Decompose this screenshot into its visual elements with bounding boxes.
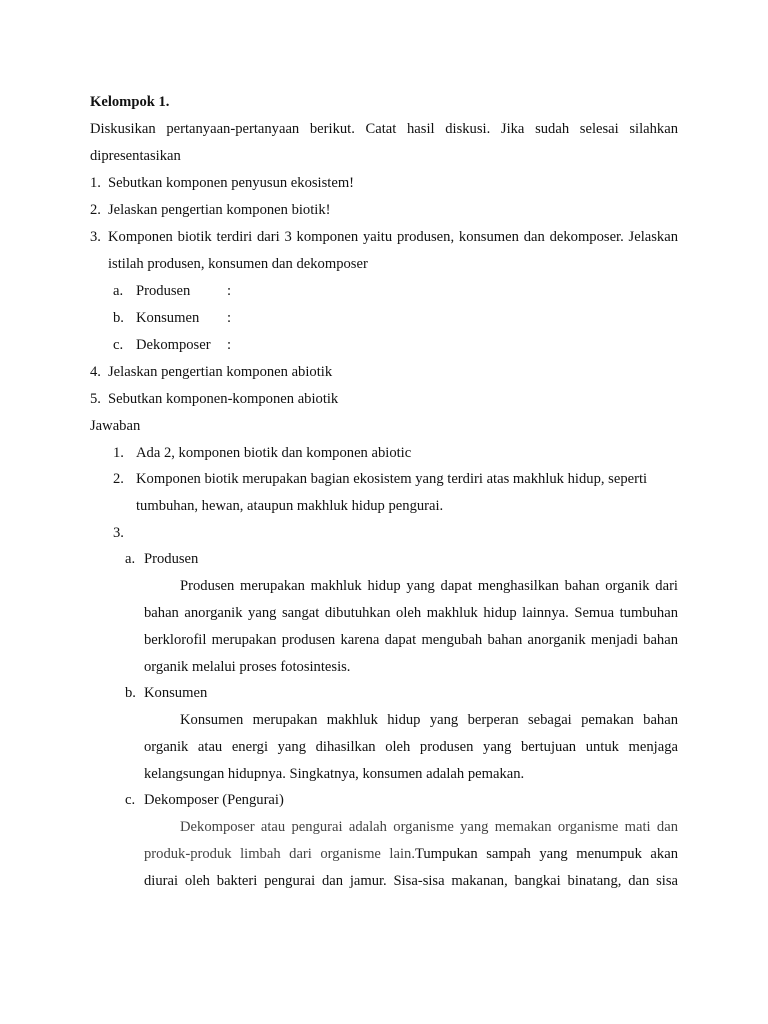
answer-text-cont: tumbuhan, hewan, ataupun makhluk hidup pengurai. — [136, 498, 444, 514]
paragraph-line: Konsumen merupakan makhluk hidup yang berperan sebagai pemakan bahan — [180, 712, 678, 728]
question-text: Jelaskan pengertian komponen biotik! — [108, 202, 331, 218]
sub-colon: : — [227, 310, 232, 326]
paragraph-line: organik atau energi yang dihasilkan oleh produsen yang bertujuan untuk menjaga — [144, 739, 678, 755]
answer-number: 3. — [113, 525, 124, 541]
sub-label-dekomposer: Dekomposer — [136, 337, 211, 353]
question-text: Komponen biotik terdiri dari 3 komponen yaitu produsen, konsumen dan dekomposer. Jelaskan — [108, 229, 678, 245]
answer-number: 2. — [113, 471, 124, 487]
question-text: Sebutkan komponen penyusun ekosistem! — [108, 175, 355, 191]
paragraph-line: organik melalui proses fotosintesis. — [144, 659, 351, 675]
answer-sub-letter: a. — [125, 551, 136, 567]
question-text: Sebutkan komponen-komponen abiotik — [108, 391, 339, 407]
sub-letter: b. — [113, 310, 124, 326]
paragraph-line: Produsen merupakan makhluk hidup yang dapat menghasilkan bahan organik dari — [180, 578, 678, 594]
answer-sub-title-konsumen: Konsumen — [144, 685, 208, 701]
answer-sub-title-produsen: Produsen — [144, 551, 199, 567]
paragraph-line: bahan anorganik yang sangat dibutuhkan oleh makhluk hidup lainnya. Semua tumbuhan — [144, 605, 678, 621]
sub-label-produsen: Produsen — [136, 283, 191, 299]
question-number: 5. — [90, 391, 101, 407]
sub-letter: a. — [113, 283, 124, 299]
question-number: 1. — [90, 175, 101, 191]
answer-sub-title-dekomposer: Dekomposer (Pengurai) — [144, 792, 284, 808]
answers-heading: Jawaban — [90, 418, 141, 434]
group-heading: Kelompok 1. — [90, 94, 170, 110]
paragraph-line: Dekomposer atau pengurai adalah organisme yang memakan organisme mati dan — [180, 819, 678, 835]
intro-line-1: Diskusikan pertanyaan-pertanyaan berikut. Catat hasil diskusi. Jika sudah selesai silahkan — [90, 121, 678, 137]
sub-colon: : — [227, 283, 232, 299]
question-text: Jelaskan pengertian komponen abiotik — [108, 364, 333, 380]
sub-label-konsumen: Konsumen — [136, 310, 200, 326]
paragraph-line: berklorofil merupakan produsen karena dapat mengubah bahan anorganik menjadi bahan — [144, 632, 678, 648]
answer-sub-letter: c. — [125, 792, 136, 808]
question-number: 2. — [90, 202, 101, 218]
answer-sub-letter: b. — [125, 685, 136, 701]
paragraph-line-mixed — [144, 845, 678, 863]
question-text-cont: istilah produsen, konsumen dan dekomposer — [108, 256, 368, 272]
paragraph-segment: produk-produk limbah dari organisme lain. — [144, 846, 415, 862]
question-number: 3. — [90, 229, 101, 245]
sub-letter: c. — [113, 337, 124, 353]
question-number: 4. — [90, 364, 101, 380]
paragraph-line: diurai oleh bakteri pengurai dan jamur. Sisa-sisa makanan, bangkai binatang, dan sisa — [144, 873, 678, 889]
answer-text: Ada 2, komponen biotik dan komponen abiotic — [136, 445, 412, 461]
intro-line-2: dipresentasikan — [90, 148, 181, 164]
paragraph-line: kelangsungan hidupnya. Singkatnya, konsumen adalah pemakan. — [144, 766, 525, 782]
answer-text: Komponen biotik merupakan bagian ekosistem yang terdiri atas makhluk hidup, seperti — [136, 471, 648, 487]
paragraph-segment: Tumpukan sampah yang menumpuk akan — [414, 846, 678, 862]
sub-colon: : — [227, 337, 232, 353]
answer-number: 1. — [113, 445, 124, 461]
